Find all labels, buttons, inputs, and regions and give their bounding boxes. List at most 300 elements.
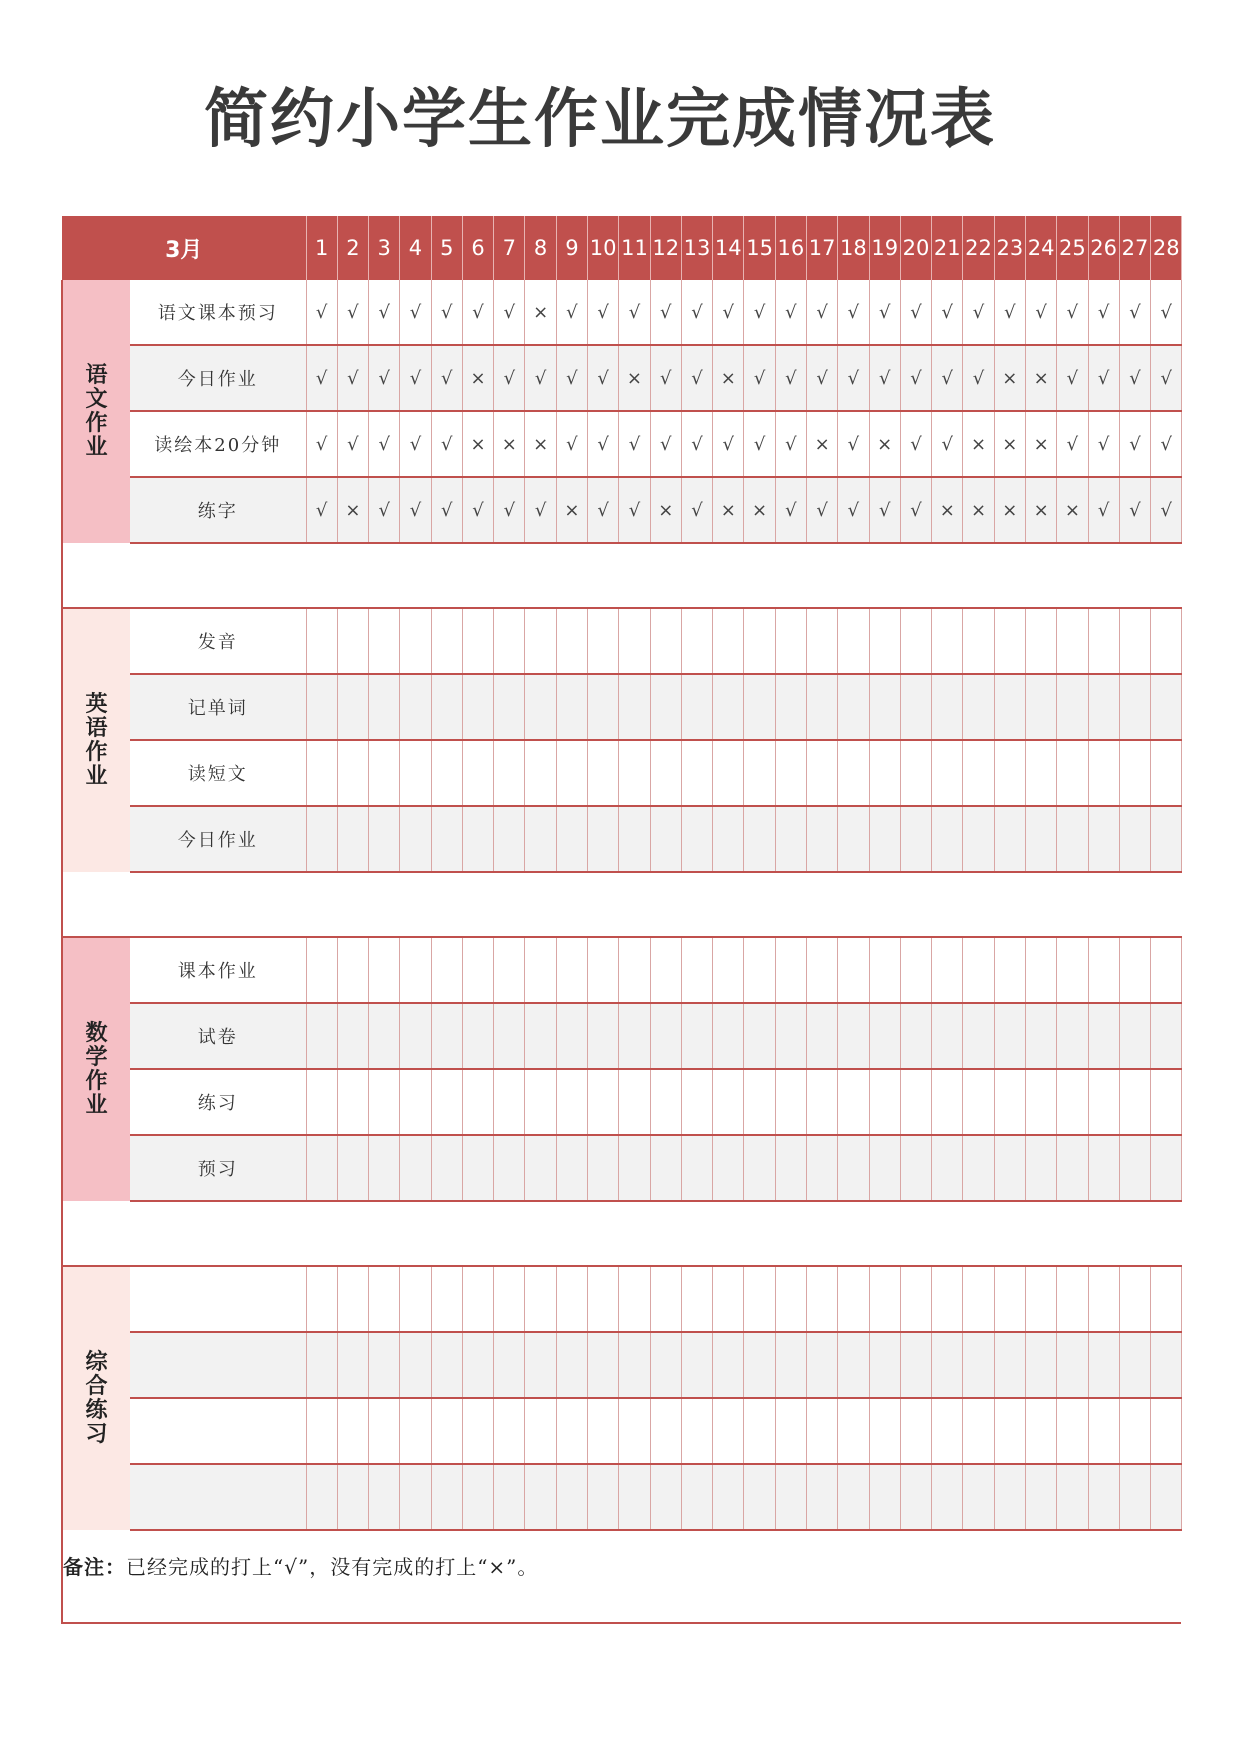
mark-cell[interactable] — [369, 1266, 400, 1332]
mark-cell[interactable] — [775, 740, 806, 806]
mark-cell[interactable]: √ — [681, 280, 712, 345]
mark-cell[interactable] — [525, 1398, 556, 1464]
mark-cell[interactable] — [400, 674, 431, 740]
mark-cell[interactable] — [1119, 1332, 1150, 1398]
mark-cell[interactable]: √ — [400, 345, 431, 411]
mark-cell[interactable] — [838, 1398, 869, 1464]
mark-cell[interactable]: √ — [1151, 411, 1182, 477]
mark-cell[interactable] — [494, 674, 525, 740]
mark-cell[interactable]: × — [713, 477, 744, 543]
mark-cell[interactable] — [775, 1069, 806, 1135]
mark-cell[interactable]: √ — [900, 345, 931, 411]
mark-cell[interactable] — [337, 1332, 368, 1398]
mark-cell[interactable]: √ — [306, 477, 337, 543]
mark-cell[interactable] — [713, 1003, 744, 1069]
mark-cell[interactable]: √ — [994, 280, 1025, 345]
mark-cell[interactable] — [900, 1266, 931, 1332]
mark-cell[interactable] — [713, 1398, 744, 1464]
mark-cell[interactable] — [650, 1003, 681, 1069]
mark-cell[interactable] — [337, 740, 368, 806]
mark-cell[interactable] — [713, 806, 744, 872]
mark-cell[interactable]: × — [462, 411, 493, 477]
mark-cell[interactable] — [900, 608, 931, 674]
mark-cell[interactable]: × — [932, 477, 963, 543]
mark-cell[interactable] — [1151, 608, 1182, 674]
mark-cell[interactable] — [337, 806, 368, 872]
mark-cell[interactable] — [1119, 1266, 1150, 1332]
mark-cell[interactable] — [431, 1003, 462, 1069]
mark-cell[interactable]: √ — [1088, 477, 1119, 543]
mark-cell[interactable] — [963, 1069, 994, 1135]
mark-cell[interactable] — [1119, 806, 1150, 872]
mark-cell[interactable]: √ — [932, 345, 963, 411]
mark-cell[interactable]: √ — [713, 411, 744, 477]
mark-cell[interactable]: √ — [838, 345, 869, 411]
mark-cell[interactable] — [900, 674, 931, 740]
mark-cell[interactable] — [1151, 1135, 1182, 1201]
mark-cell[interactable] — [494, 1069, 525, 1135]
mark-cell[interactable] — [775, 806, 806, 872]
mark-cell[interactable] — [932, 1266, 963, 1332]
mark-cell[interactable] — [369, 1135, 400, 1201]
mark-cell[interactable] — [1057, 740, 1088, 806]
mark-cell[interactable] — [713, 937, 744, 1003]
mark-cell[interactable] — [681, 1135, 712, 1201]
mark-cell[interactable] — [400, 1069, 431, 1135]
mark-cell[interactable] — [556, 806, 587, 872]
mark-cell[interactable] — [963, 1398, 994, 1464]
mark-cell[interactable] — [525, 1069, 556, 1135]
mark-cell[interactable] — [681, 1398, 712, 1464]
mark-cell[interactable] — [494, 608, 525, 674]
mark-cell[interactable] — [369, 608, 400, 674]
mark-cell[interactable] — [713, 1069, 744, 1135]
mark-cell[interactable]: × — [963, 411, 994, 477]
mark-cell[interactable] — [869, 1003, 900, 1069]
mark-cell[interactable] — [588, 1332, 619, 1398]
mark-cell[interactable] — [462, 1069, 493, 1135]
mark-cell[interactable] — [306, 1332, 337, 1398]
mark-cell[interactable]: √ — [619, 411, 650, 477]
mark-cell[interactable] — [619, 937, 650, 1003]
mark-cell[interactable] — [462, 608, 493, 674]
mark-cell[interactable] — [650, 608, 681, 674]
mark-cell[interactable] — [713, 674, 744, 740]
mark-cell[interactable] — [431, 674, 462, 740]
mark-cell[interactable] — [306, 1398, 337, 1464]
mark-cell[interactable] — [369, 1069, 400, 1135]
mark-cell[interactable] — [1119, 674, 1150, 740]
mark-cell[interactable] — [306, 740, 337, 806]
mark-cell[interactable] — [869, 1135, 900, 1201]
mark-cell[interactable] — [462, 740, 493, 806]
mark-cell[interactable] — [1088, 1135, 1119, 1201]
mark-cell[interactable] — [713, 1464, 744, 1530]
mark-cell[interactable]: √ — [525, 345, 556, 411]
mark-cell[interactable] — [462, 1266, 493, 1332]
mark-cell[interactable] — [462, 1003, 493, 1069]
mark-cell[interactable] — [963, 608, 994, 674]
mark-cell[interactable] — [306, 608, 337, 674]
mark-cell[interactable]: √ — [775, 345, 806, 411]
mark-cell[interactable]: × — [1025, 345, 1056, 411]
mark-cell[interactable]: √ — [337, 411, 368, 477]
mark-cell[interactable] — [400, 1266, 431, 1332]
mark-cell[interactable]: √ — [556, 345, 587, 411]
mark-cell[interactable]: √ — [838, 280, 869, 345]
mark-cell[interactable]: √ — [807, 280, 838, 345]
mark-cell[interactable] — [963, 1135, 994, 1201]
mark-cell[interactable] — [619, 1332, 650, 1398]
mark-cell[interactable] — [1057, 1464, 1088, 1530]
mark-cell[interactable] — [932, 1464, 963, 1530]
mark-cell[interactable]: √ — [1119, 411, 1150, 477]
mark-cell[interactable] — [932, 806, 963, 872]
mark-cell[interactable] — [525, 806, 556, 872]
mark-cell[interactable]: √ — [681, 345, 712, 411]
mark-cell[interactable] — [744, 608, 775, 674]
mark-cell[interactable] — [650, 740, 681, 806]
mark-cell[interactable] — [869, 608, 900, 674]
mark-cell[interactable] — [681, 1003, 712, 1069]
mark-cell[interactable]: √ — [932, 411, 963, 477]
mark-cell[interactable]: √ — [1025, 280, 1056, 345]
mark-cell[interactable] — [1119, 1069, 1150, 1135]
mark-cell[interactable]: × — [525, 280, 556, 345]
mark-cell[interactable] — [994, 937, 1025, 1003]
mark-cell[interactable] — [619, 1266, 650, 1332]
mark-cell[interactable] — [369, 740, 400, 806]
mark-cell[interactable] — [775, 1266, 806, 1332]
mark-cell[interactable]: √ — [807, 345, 838, 411]
mark-cell[interactable] — [900, 1398, 931, 1464]
mark-cell[interactable]: √ — [462, 280, 493, 345]
mark-cell[interactable] — [994, 1069, 1025, 1135]
mark-cell[interactable] — [556, 1266, 587, 1332]
mark-cell[interactable] — [369, 1398, 400, 1464]
mark-cell[interactable] — [744, 740, 775, 806]
mark-cell[interactable] — [431, 1135, 462, 1201]
mark-cell[interactable] — [681, 740, 712, 806]
mark-cell[interactable] — [650, 1464, 681, 1530]
mark-cell[interactable] — [1025, 1464, 1056, 1530]
mark-cell[interactable]: √ — [1119, 280, 1150, 345]
mark-cell[interactable] — [963, 1266, 994, 1332]
mark-cell[interactable] — [1025, 1332, 1056, 1398]
mark-cell[interactable] — [337, 1135, 368, 1201]
mark-cell[interactable]: × — [744, 477, 775, 543]
mark-cell[interactable]: × — [525, 411, 556, 477]
mark-cell[interactable] — [1088, 806, 1119, 872]
mark-cell[interactable] — [369, 806, 400, 872]
mark-cell[interactable] — [963, 937, 994, 1003]
mark-cell[interactable]: × — [556, 477, 587, 543]
mark-cell[interactable] — [1025, 1069, 1056, 1135]
mark-cell[interactable] — [431, 937, 462, 1003]
mark-cell[interactable] — [775, 937, 806, 1003]
mark-cell[interactable] — [869, 1398, 900, 1464]
mark-cell[interactable] — [932, 608, 963, 674]
mark-cell[interactable] — [1057, 1266, 1088, 1332]
mark-cell[interactable] — [337, 674, 368, 740]
mark-cell[interactable] — [838, 806, 869, 872]
mark-cell[interactable] — [337, 1266, 368, 1332]
mark-cell[interactable] — [838, 1069, 869, 1135]
mark-cell[interactable] — [588, 1398, 619, 1464]
mark-cell[interactable] — [807, 1003, 838, 1069]
mark-cell[interactable] — [994, 806, 1025, 872]
mark-cell[interactable] — [1088, 1398, 1119, 1464]
mark-cell[interactable] — [400, 608, 431, 674]
mark-cell[interactable] — [1151, 806, 1182, 872]
mark-cell[interactable] — [1151, 1003, 1182, 1069]
mark-cell[interactable] — [838, 1332, 869, 1398]
mark-cell[interactable] — [838, 1135, 869, 1201]
mark-cell[interactable] — [650, 937, 681, 1003]
mark-cell[interactable] — [619, 608, 650, 674]
mark-cell[interactable]: √ — [462, 477, 493, 543]
mark-cell[interactable]: √ — [556, 280, 587, 345]
mark-cell[interactable] — [963, 1464, 994, 1530]
mark-cell[interactable] — [713, 1332, 744, 1398]
mark-cell[interactable] — [744, 1332, 775, 1398]
mark-cell[interactable] — [775, 1135, 806, 1201]
mark-cell[interactable] — [525, 1266, 556, 1332]
mark-cell[interactable]: × — [337, 477, 368, 543]
mark-cell[interactable] — [869, 1266, 900, 1332]
mark-cell[interactable] — [400, 1332, 431, 1398]
mark-cell[interactable] — [900, 740, 931, 806]
mark-cell[interactable]: √ — [369, 477, 400, 543]
mark-cell[interactable] — [556, 1003, 587, 1069]
mark-cell[interactable] — [1119, 740, 1150, 806]
mark-cell[interactable] — [807, 1464, 838, 1530]
mark-cell[interactable]: √ — [431, 280, 462, 345]
mark-cell[interactable] — [400, 1398, 431, 1464]
mark-cell[interactable] — [963, 740, 994, 806]
mark-cell[interactable]: √ — [1057, 280, 1088, 345]
mark-cell[interactable]: × — [994, 411, 1025, 477]
mark-cell[interactable] — [1088, 740, 1119, 806]
mark-cell[interactable] — [713, 1266, 744, 1332]
mark-cell[interactable] — [1151, 740, 1182, 806]
mark-cell[interactable] — [1025, 740, 1056, 806]
mark-cell[interactable] — [900, 1069, 931, 1135]
mark-cell[interactable] — [1119, 1003, 1150, 1069]
mark-cell[interactable] — [400, 1464, 431, 1530]
mark-cell[interactable] — [556, 1069, 587, 1135]
mark-cell[interactable]: √ — [838, 477, 869, 543]
mark-cell[interactable]: √ — [963, 280, 994, 345]
mark-cell[interactable] — [775, 1332, 806, 1398]
mark-cell[interactable]: √ — [431, 477, 462, 543]
mark-cell[interactable] — [932, 674, 963, 740]
mark-cell[interactable] — [1057, 608, 1088, 674]
mark-cell[interactable] — [1151, 1464, 1182, 1530]
mark-cell[interactable]: × — [1057, 477, 1088, 543]
mark-cell[interactable] — [556, 740, 587, 806]
mark-cell[interactable]: √ — [900, 280, 931, 345]
mark-cell[interactable] — [306, 1003, 337, 1069]
mark-cell[interactable] — [900, 1135, 931, 1201]
mark-cell[interactable]: √ — [1151, 280, 1182, 345]
mark-cell[interactable]: √ — [1151, 345, 1182, 411]
mark-cell[interactable] — [869, 937, 900, 1003]
mark-cell[interactable] — [1088, 1003, 1119, 1069]
mark-cell[interactable] — [556, 937, 587, 1003]
mark-cell[interactable] — [306, 806, 337, 872]
mark-cell[interactable] — [994, 608, 1025, 674]
mark-cell[interactable] — [869, 674, 900, 740]
mark-cell[interactable] — [556, 1135, 587, 1201]
mark-cell[interactable] — [494, 1135, 525, 1201]
mark-cell[interactable] — [369, 1003, 400, 1069]
mark-cell[interactable] — [431, 1464, 462, 1530]
mark-cell[interactable]: √ — [619, 280, 650, 345]
mark-cell[interactable] — [713, 608, 744, 674]
mark-cell[interactable]: √ — [369, 345, 400, 411]
mark-cell[interactable]: √ — [369, 411, 400, 477]
mark-cell[interactable] — [744, 1398, 775, 1464]
mark-cell[interactable]: √ — [619, 477, 650, 543]
mark-cell[interactable] — [1025, 674, 1056, 740]
mark-cell[interactable] — [900, 1003, 931, 1069]
mark-cell[interactable] — [619, 806, 650, 872]
mark-cell[interactable] — [1151, 1266, 1182, 1332]
mark-cell[interactable] — [1088, 1332, 1119, 1398]
mark-cell[interactable]: √ — [1088, 345, 1119, 411]
mark-cell[interactable] — [525, 740, 556, 806]
mark-cell[interactable] — [807, 1069, 838, 1135]
mark-cell[interactable] — [556, 608, 587, 674]
mark-cell[interactable]: √ — [400, 477, 431, 543]
mark-cell[interactable] — [650, 1135, 681, 1201]
mark-cell[interactable] — [619, 1398, 650, 1464]
mark-cell[interactable] — [650, 1332, 681, 1398]
mark-cell[interactable]: √ — [775, 280, 806, 345]
mark-cell[interactable] — [1119, 608, 1150, 674]
mark-cell[interactable]: × — [869, 411, 900, 477]
mark-cell[interactable] — [994, 1003, 1025, 1069]
mark-cell[interactable] — [838, 740, 869, 806]
mark-cell[interactable] — [869, 806, 900, 872]
mark-cell[interactable] — [932, 1398, 963, 1464]
mark-cell[interactable]: √ — [963, 345, 994, 411]
mark-cell[interactable] — [900, 1332, 931, 1398]
mark-cell[interactable] — [337, 937, 368, 1003]
mark-cell[interactable] — [494, 740, 525, 806]
mark-cell[interactable] — [1057, 1069, 1088, 1135]
mark-cell[interactable] — [932, 1332, 963, 1398]
mark-cell[interactable] — [900, 806, 931, 872]
mark-cell[interactable]: × — [1025, 477, 1056, 543]
mark-cell[interactable] — [306, 1464, 337, 1530]
mark-cell[interactable] — [838, 608, 869, 674]
mark-cell[interactable] — [869, 1069, 900, 1135]
mark-cell[interactable]: √ — [494, 280, 525, 345]
mark-cell[interactable] — [431, 1332, 462, 1398]
mark-cell[interactable] — [337, 608, 368, 674]
mark-cell[interactable]: √ — [932, 280, 963, 345]
mark-cell[interactable] — [1151, 1069, 1182, 1135]
mark-cell[interactable]: √ — [681, 477, 712, 543]
mark-cell[interactable] — [400, 1135, 431, 1201]
mark-cell[interactable] — [932, 1069, 963, 1135]
mark-cell[interactable] — [807, 608, 838, 674]
mark-cell[interactable] — [306, 1266, 337, 1332]
mark-cell[interactable]: √ — [1119, 345, 1150, 411]
mark-cell[interactable] — [744, 1464, 775, 1530]
mark-cell[interactable] — [838, 1464, 869, 1530]
mark-cell[interactable] — [775, 1398, 806, 1464]
mark-cell[interactable] — [681, 608, 712, 674]
mark-cell[interactable]: √ — [650, 345, 681, 411]
mark-cell[interactable] — [838, 674, 869, 740]
mark-cell[interactable]: × — [462, 345, 493, 411]
mark-cell[interactable]: √ — [494, 477, 525, 543]
mark-cell[interactable] — [1088, 1464, 1119, 1530]
mark-cell[interactable] — [713, 740, 744, 806]
mark-cell[interactable] — [1025, 806, 1056, 872]
mark-cell[interactable] — [963, 674, 994, 740]
mark-cell[interactable]: × — [619, 345, 650, 411]
mark-cell[interactable]: × — [807, 411, 838, 477]
mark-cell[interactable] — [462, 806, 493, 872]
mark-cell[interactable] — [807, 937, 838, 1003]
mark-cell[interactable] — [462, 937, 493, 1003]
mark-cell[interactable] — [525, 1464, 556, 1530]
mark-cell[interactable]: √ — [869, 345, 900, 411]
mark-cell[interactable]: √ — [1057, 345, 1088, 411]
mark-cell[interactable]: √ — [525, 477, 556, 543]
mark-cell[interactable] — [775, 674, 806, 740]
mark-cell[interactable] — [619, 1003, 650, 1069]
mark-cell[interactable] — [306, 1135, 337, 1201]
mark-cell[interactable] — [337, 1464, 368, 1530]
mark-cell[interactable] — [650, 1069, 681, 1135]
mark-cell[interactable] — [556, 1332, 587, 1398]
mark-cell[interactable] — [744, 1266, 775, 1332]
mark-cell[interactable] — [869, 1332, 900, 1398]
mark-cell[interactable] — [431, 740, 462, 806]
mark-cell[interactable] — [588, 1003, 619, 1069]
mark-cell[interactable] — [1025, 937, 1056, 1003]
mark-cell[interactable] — [807, 1332, 838, 1398]
mark-cell[interactable] — [525, 1135, 556, 1201]
mark-cell[interactable] — [619, 674, 650, 740]
mark-cell[interactable]: √ — [588, 345, 619, 411]
mark-cell[interactable] — [681, 1266, 712, 1332]
mark-cell[interactable] — [525, 1003, 556, 1069]
mark-cell[interactable] — [494, 1464, 525, 1530]
mark-cell[interactable] — [1151, 1398, 1182, 1464]
mark-cell[interactable] — [807, 1398, 838, 1464]
mark-cell[interactable] — [681, 1069, 712, 1135]
mark-cell[interactable] — [1057, 937, 1088, 1003]
mark-cell[interactable] — [994, 1398, 1025, 1464]
mark-cell[interactable] — [588, 674, 619, 740]
mark-cell[interactable] — [1151, 674, 1182, 740]
mark-cell[interactable] — [431, 608, 462, 674]
mark-cell[interactable]: √ — [775, 477, 806, 543]
mark-cell[interactable] — [462, 1464, 493, 1530]
mark-cell[interactable] — [556, 1398, 587, 1464]
mark-cell[interactable]: √ — [1088, 280, 1119, 345]
mark-cell[interactable] — [369, 674, 400, 740]
mark-cell[interactable]: √ — [900, 477, 931, 543]
mark-cell[interactable] — [1088, 608, 1119, 674]
mark-cell[interactable] — [525, 1332, 556, 1398]
